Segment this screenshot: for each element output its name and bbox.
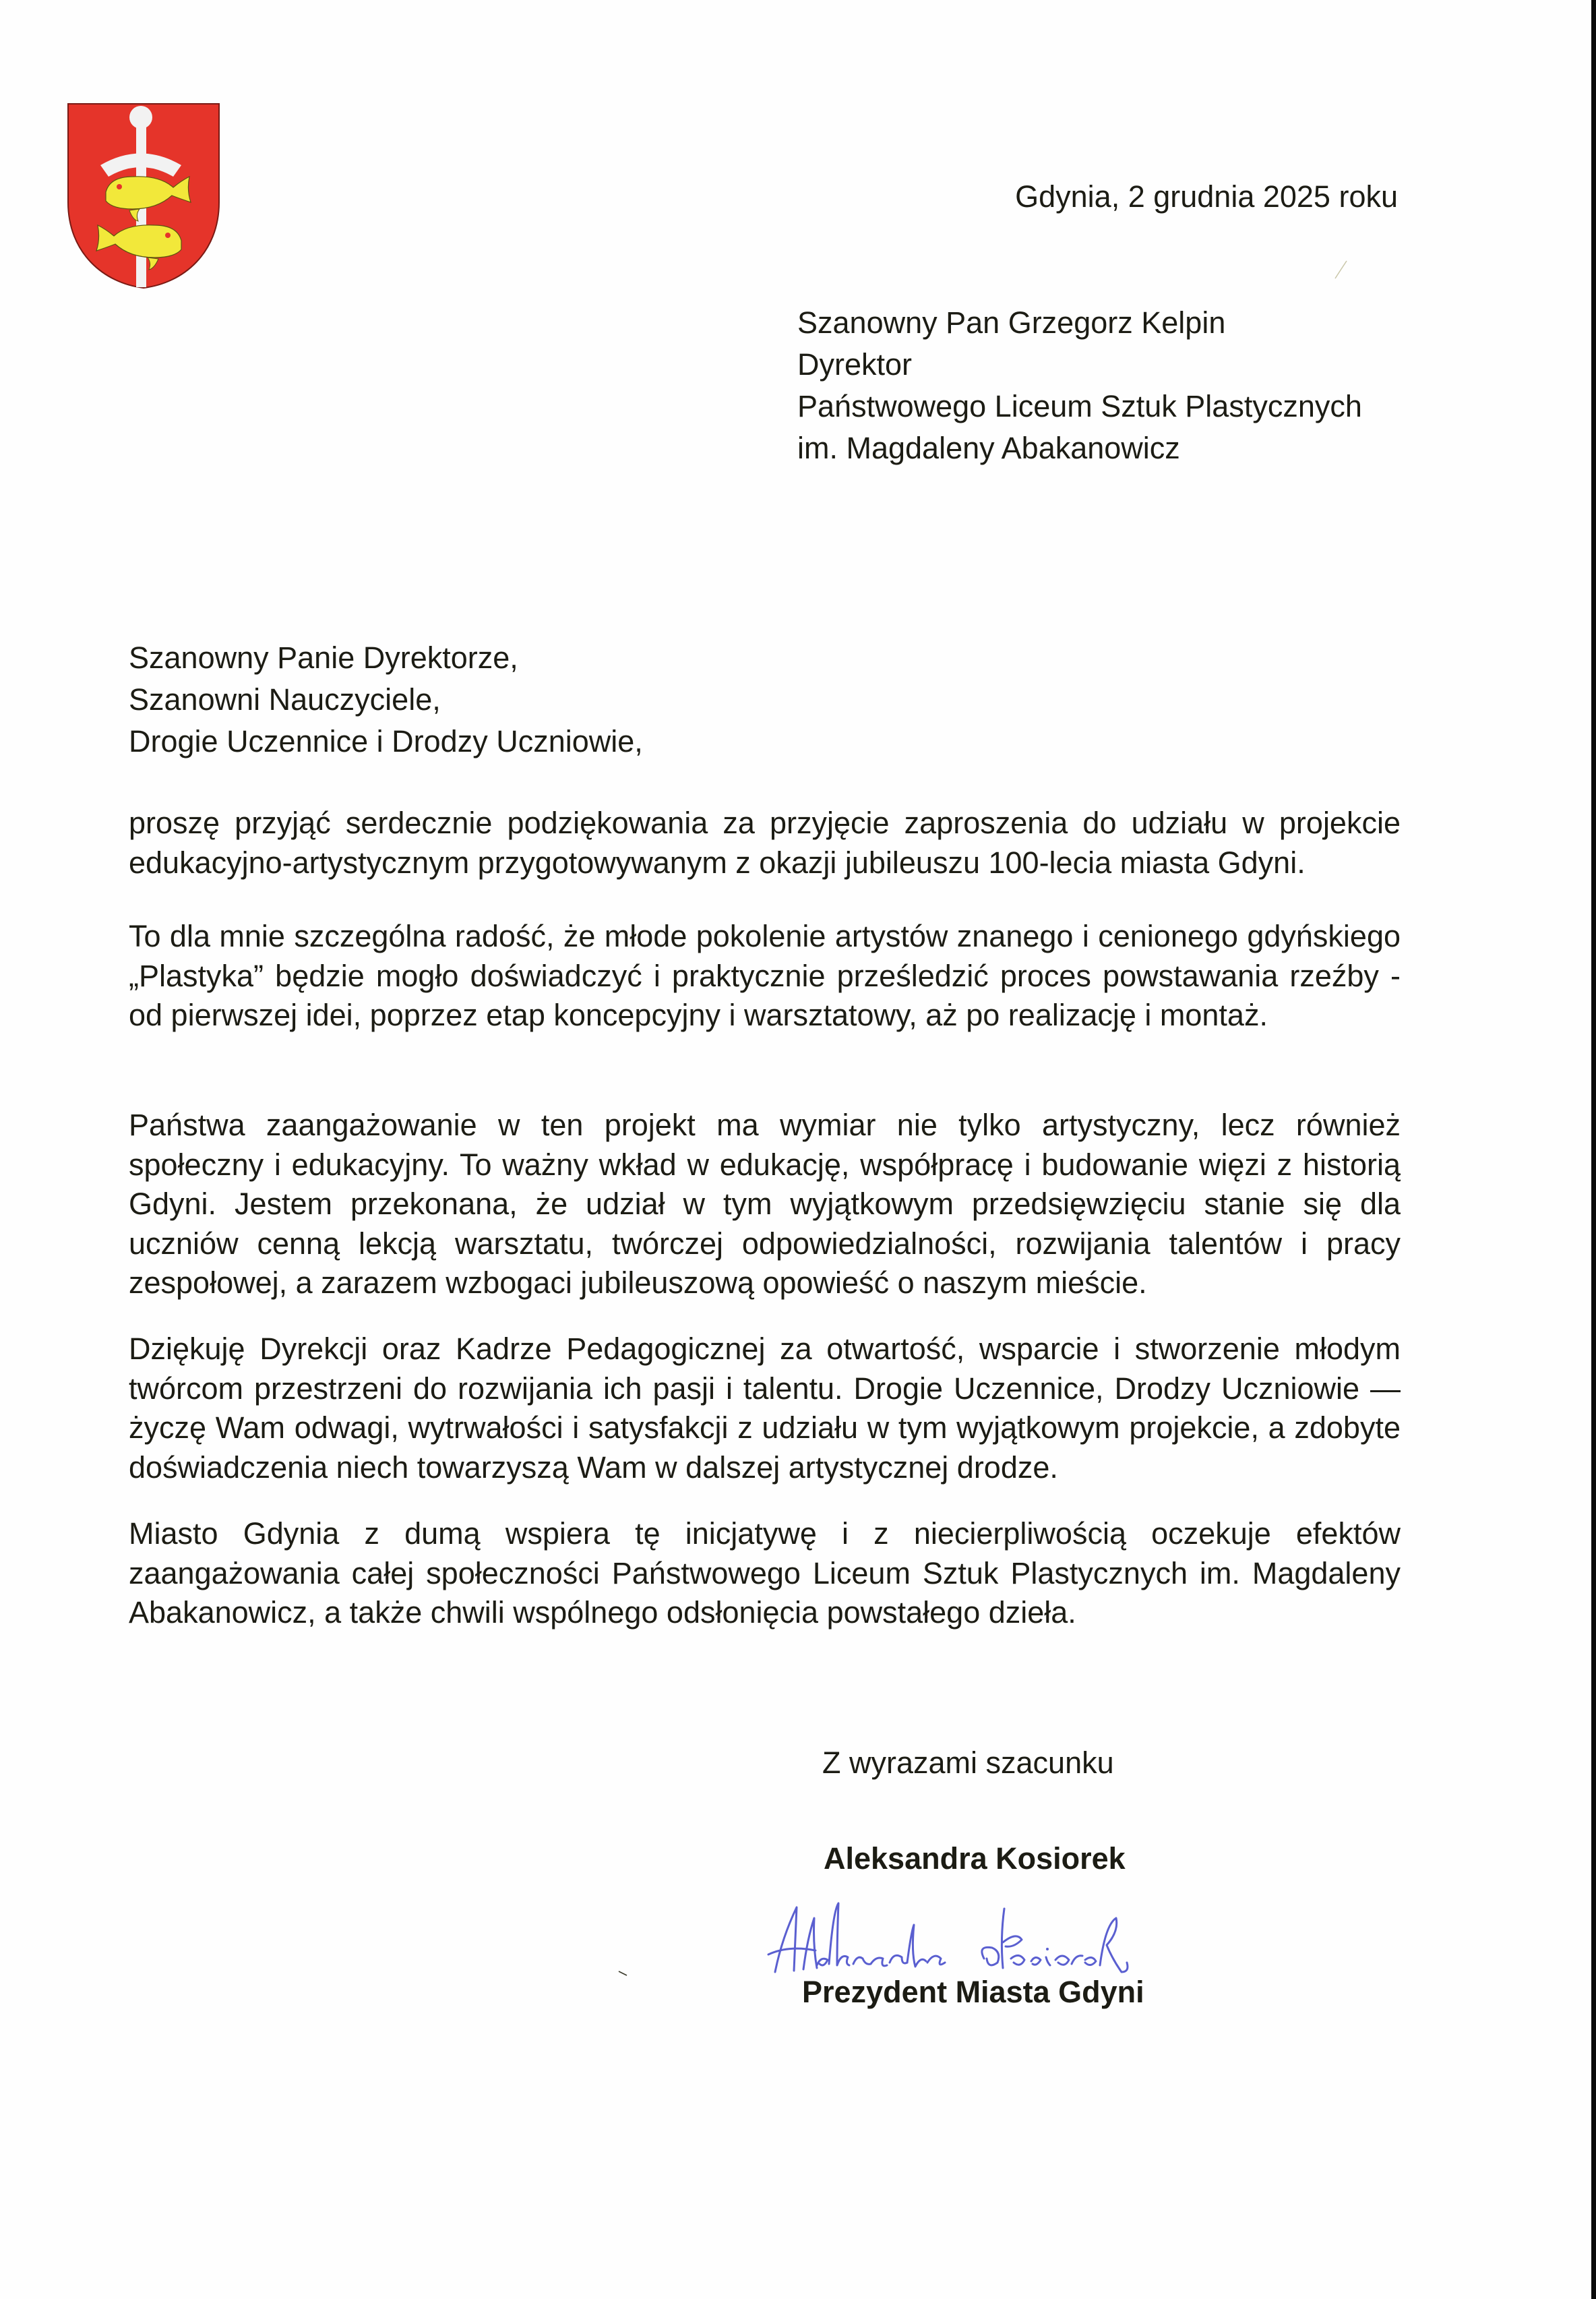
body-paragraph-2: To dla mnie szczególna radość, że młode pokolenie artystów znanego i cenionego gdyńskiego „Plastyka” będzie mogło doświadczyć i praktycznie prześledzić proces powstawania rzeźby - od pierwszej idei, poprzez etap koncepcyjny i warsztatowy, aż po realizację i montaż.: [129, 919, 1401, 1032]
stray-speck-mark: [618, 1970, 627, 1977]
recipient-institution-patron: im. Magdaleny Abakanowicz: [797, 431, 1180, 465]
salutation-block: [129, 637, 643, 763]
salutation-line: Szanowny Panie Dyrektorze,: [129, 640, 518, 675]
salutation-line: Szanowni Nauczyciele,: [129, 682, 441, 717]
letter-date: Gdynia, 2 grudnia 2025 roku: [1015, 179, 1398, 214]
closing-phrase: Z wyrazami szacunku: [822, 1745, 1114, 1780]
recipient-position: Dyrektor: [797, 347, 913, 382]
scan-edge-line: [1591, 0, 1596, 2299]
body-paragraph-3: Państwa zaangażowanie w ten projekt ma wymiar nie tylko artystyczny, lecz również społeczny i edukacyjny. To ważny wkład w edukację, współpracę i budowanie więzi z historią Gdyni. Jestem przekonana, że udział w tym wyjątkowym przedsięwzięciu stanie się dla uczniów cenną lekcją warsztatu, twórczej odpowiedzialności, rozwijania talentów i pracy zespołowej, a zarazem wzbogaci jubileuszową opowieść o naszym mieście.: [129, 1108, 1401, 1300]
salutation-line: Drogie Uczennice i Drodzy Uczniowie,: [129, 724, 643, 758]
recipient-name: Szanowny Pan Grzegorz Kelpin: [797, 305, 1226, 340]
gdynia-coat-of-arms-icon: [65, 101, 222, 290]
signer-name: Aleksandra Kosiorek: [824, 1841, 1126, 1876]
signer-title: Prezydent Miasta Gdyni: [802, 1975, 1144, 2009]
recipient-institution: Państwowego Liceum Sztuk Plastycznych: [797, 389, 1362, 423]
body-paragraph-5: Miasto Gdynia z dumą wspiera tę inicjatywę i z niecierpliwością oczekuje efektów zaangażowania całej społeczności Państwowego Liceum Sztuk Plastycznych im. Magdaleny Abakanowicz, a także chwili wspólnego odsłonięcia powstałego dzieła.: [129, 1516, 1401, 1630]
body-paragraph-1: proszę przyjąć serdecznie podziękowania za przyjęcie zaproszenia do udziału w projekcie edukacyjno-artystycznym przygotowywanym z okazji jubileuszu 100-lecia miasta Gdyni.: [129, 806, 1401, 880]
recipient-address-block: [797, 302, 1362, 469]
body-paragraph-4: Dziękuję Dyrekcji oraz Kadrze Pedagogicznej za otwartość, wsparcie i stworzenie młodym twórcom przestrzeni do rozwijania ich pasji i talentu. Drogie Uczennice, Drodzy Uczniowie — życzę Wam odwagi, wytrwałości i satysfakcji z udziału w tym wyjątkowym projekcie, a zdobyte doświadczenia niech towarzyszą Wam w dalszej artystycznej drodze.: [129, 1332, 1401, 1485]
stray-pen-mark: [1333, 260, 1348, 280]
handwritten-signature-icon: [755, 1898, 1227, 1979]
